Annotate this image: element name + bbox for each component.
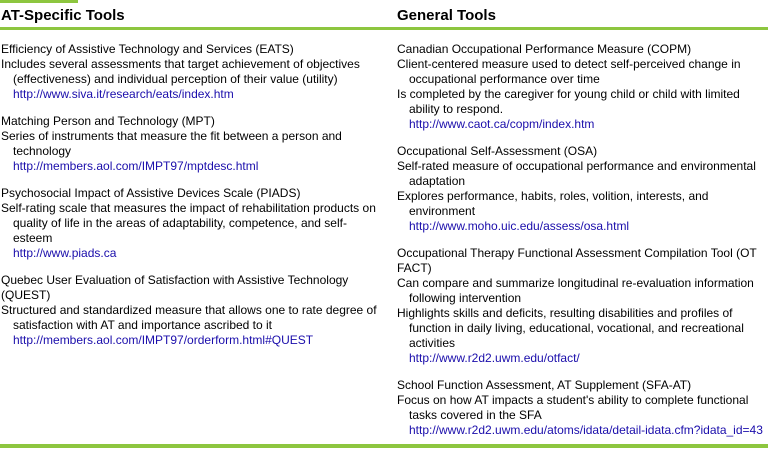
tool-description: Focus on how AT impacts a student's ability to complete functional tasks covered in the SFA <box>397 393 749 422</box>
header-general-tools: General Tools <box>397 7 496 24</box>
tool-link[interactable]: http://www.r2d2.uwm.edu/atoms/idata/detail-idata.cfm?idata_id=43 <box>409 423 763 437</box>
tool-link[interactable]: http://www.r2d2.uwm.edu/otfact/ <box>409 351 580 365</box>
bottom-divider <box>0 444 768 448</box>
tool-description: Is completed by the caregiver for young child or child with limited ability to respond. <box>397 87 740 116</box>
tool-link[interactable]: http://www.siva.it/research/eats/index.htm <box>13 87 234 101</box>
tool-entry <box>1 273 379 348</box>
tool-title: Efficiency of Assistive Technology and Services (EATS) <box>1 42 294 56</box>
tool-link[interactable]: http://members.aol.com/IMPT97/mptdesc.html <box>13 159 259 173</box>
tool-description: Series of instruments that measure the fit between a person and technology <box>1 129 342 158</box>
tool-description: Client-centered measure used to detect self-perceived change in occupational performance over time <box>397 57 741 86</box>
tool-title: Matching Person and Technology (MPT) <box>1 114 215 128</box>
tool-entry <box>397 42 765 132</box>
tool-description: Can compare and summarize longitudinal re-evaluation information following intervention <box>397 276 754 305</box>
tool-title: School Function Assessment, AT Supplement (SFA-AT) <box>397 378 692 392</box>
at-specific-tools-column <box>1 42 379 360</box>
tool-entry <box>397 378 765 438</box>
tool-description: Explores performance, habits, roles, volition, interests, and environment <box>397 189 709 218</box>
tool-entry <box>397 246 765 366</box>
tool-description: Self-rated measure of occupational performance and environmental adaptation <box>397 159 756 188</box>
tool-title: Psychosocial Impact of Assistive Devices Scale (PIADS) <box>1 186 301 200</box>
header-at-specific-tools: AT-Specific Tools <box>1 7 125 24</box>
header-divider <box>0 27 768 30</box>
tool-entry <box>1 114 379 174</box>
tool-link[interactable]: http://members.aol.com/IMPT97/orderform.html#QUEST <box>13 333 314 347</box>
tool-title: Quebec User Evaluation of Satisfaction with Assistive Technology (QUEST) <box>1 273 349 302</box>
tool-description: Self-rating scale that measures the impact of rehabilitation products on quality of life in the areas of adaptability, competence, and self-esteem <box>1 201 376 245</box>
tool-link[interactable]: http://www.caot.ca/copm/index.htm <box>409 117 595 131</box>
tool-link[interactable]: http://www.piads.ca <box>13 246 117 260</box>
tool-entry <box>1 186 379 261</box>
tool-title: Occupational Self-Assessment (OSA) <box>397 144 598 158</box>
tool-link[interactable]: http://www.moho.uic.edu/assess/osa.html <box>409 219 630 233</box>
general-tools-column <box>397 42 765 450</box>
tool-description: Includes several assessments that target achievement of objectives (effectiveness) and individual perception of their value (utility) <box>1 57 360 86</box>
top-accent-bar <box>0 0 78 3</box>
tool-description: Structured and standardized measure that allows one to rate degree of satisfaction with AT and importance ascribed to it <box>1 303 377 332</box>
tool-title: Occupational Therapy Functional Assessment Compilation Tool (OT FACT) <box>397 246 757 275</box>
tool-entry <box>397 144 765 234</box>
tool-description: Highlights skills and deficits, resulting disabilities and profiles of function in daily living, educational, vocational, and recreational activities <box>397 306 744 350</box>
tool-title: Canadian Occupational Performance Measure (COPM) <box>397 42 692 56</box>
tool-entry <box>1 42 379 102</box>
